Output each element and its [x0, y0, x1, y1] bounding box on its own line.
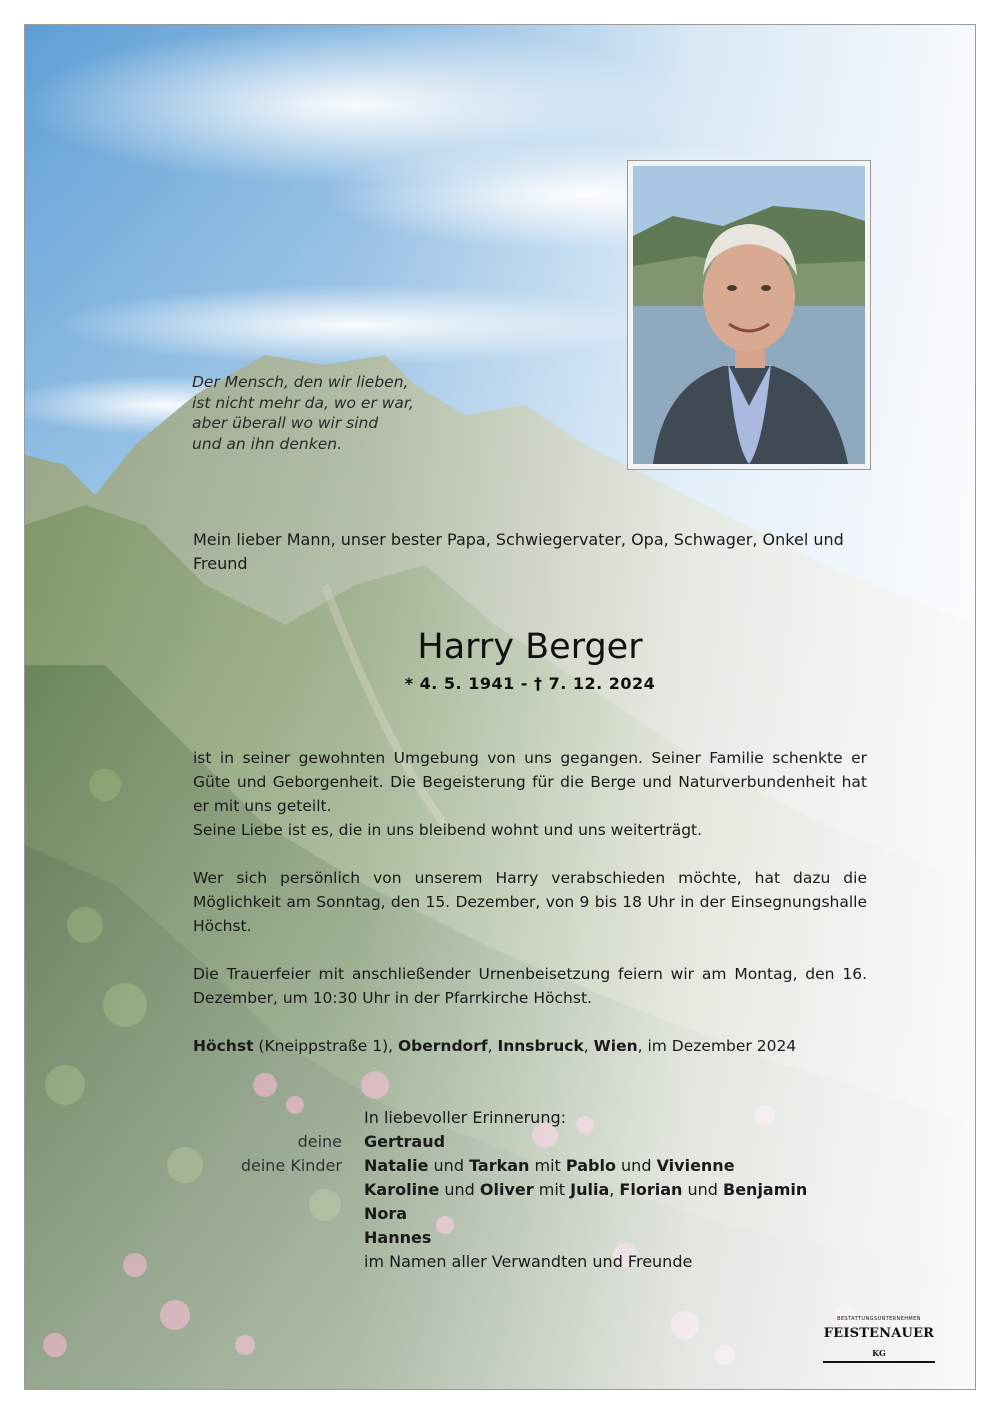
mourner-name: Pablo	[565, 1156, 616, 1175]
address-note: (Kneippstraße 1),	[253, 1037, 398, 1055]
date-note: , im Dezember 2024	[637, 1037, 797, 1055]
mourner-name: Gertraud	[364, 1132, 446, 1151]
memorial-quote	[192, 372, 492, 454]
connector: mit	[529, 1156, 566, 1175]
logo-underline	[823, 1361, 935, 1363]
place-name: Innsbruck	[497, 1037, 584, 1055]
deceased-name: Harry Berger	[417, 627, 643, 667]
portrait-photo	[633, 166, 865, 464]
obituary-body	[193, 746, 867, 1082]
body-paragraph	[193, 746, 867, 842]
body-text: Seine Liebe ist es, die in uns bleibend wohnt und uns weiterträgt.	[193, 821, 703, 839]
mourner-name: Julia	[570, 1180, 610, 1199]
logo-suffix: KG	[872, 1348, 886, 1358]
mourner-name: Hannes	[364, 1228, 432, 1247]
places-line	[193, 1034, 867, 1058]
mourner-name: Nora	[364, 1204, 408, 1223]
mourner-name: Karoline	[364, 1180, 440, 1199]
logo-subtitle: BESTATTUNGSUNTERNEHMEN	[837, 1316, 921, 1322]
mourner-name: Florian	[619, 1180, 683, 1199]
intro-text: Mein lieber Mann, unser bester Papa, Schwiegervater, Opa, Schwager, Onkel und Freund	[193, 530, 844, 573]
life-dates: * 4. 5. 1941 - † 7. 12. 2024	[404, 674, 656, 693]
body-paragraph: Die Trauerfeier mit anschließender Urnenbeisetzung feiern wir am Montag, den 16. Dezember, um 10:30 Uhr in der Pfarrkirche Höchst.	[193, 965, 867, 1007]
mourners-list	[230, 1106, 870, 1274]
mourner-name: Vivienne	[656, 1156, 735, 1175]
quote-line: Der Mensch, den wir lieben,	[192, 373, 409, 391]
mourners-closing: im Namen aller Verwandten und Freunde	[364, 1252, 693, 1271]
connector: und	[439, 1180, 480, 1199]
separator: ,	[487, 1037, 498, 1055]
funeral-home-logo	[823, 1316, 935, 1363]
body-text: ist in seiner gewohnten Umgebung von uns gegangen. Seiner Familie schenkte er Güte und Geborgenheit. Die Begeisterung für die Berge und Naturverbundenheit hat er mit uns geteilt.	[193, 749, 867, 815]
mourner-label: deine Kinder	[240, 1156, 342, 1175]
place-name: Wien	[593, 1037, 638, 1055]
quote-line: aber überall wo wir sind	[192, 414, 379, 432]
mourner-name: Tarkan	[469, 1156, 530, 1175]
mourner-name: Oliver	[479, 1180, 534, 1199]
body-paragraph: Wer sich persönlich von unserem Harry verabschieden möchte, hat dazu die Möglichkeit am Sonntag, den 15. Dezember, von 9 bis 18 Uhr in der Einsegnungshalle Höchst.	[193, 869, 867, 935]
portrait-photo-frame	[627, 160, 871, 470]
mourner-label: deine	[297, 1132, 342, 1151]
connector: und	[615, 1156, 657, 1175]
mourners-heading: In liebevoller Erinnerung:	[364, 1108, 566, 1127]
connector: und	[428, 1156, 470, 1175]
mourner-name: Benjamin	[723, 1180, 808, 1199]
quote-line: und an ihn denken.	[192, 434, 343, 453]
place-name: Oberndorf	[397, 1037, 488, 1055]
separator: ,	[583, 1037, 594, 1055]
connector: ,	[609, 1180, 620, 1199]
mourner-name: Natalie	[364, 1156, 429, 1175]
logo-name: FEISTENAUER	[823, 1326, 935, 1341]
connector: und	[682, 1180, 723, 1199]
quote-line: ist nicht mehr da, wo er war,	[192, 393, 414, 412]
connector: mit	[533, 1180, 571, 1199]
place-name: Höchst	[193, 1037, 254, 1055]
